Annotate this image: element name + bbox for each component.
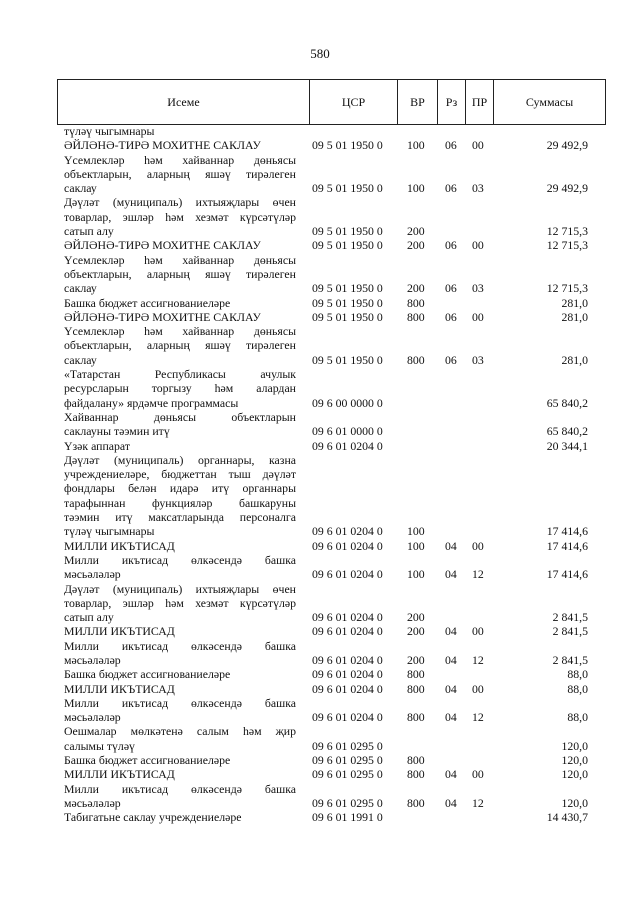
- table-row: [0, 582, 640, 625]
- row-rz: 04: [445, 538, 457, 553]
- row-sum: 12 715,3: [546, 238, 588, 253]
- row-name: [64, 682, 296, 696]
- row-name: [64, 696, 296, 725]
- row-sum: 2 841,5: [552, 653, 588, 667]
- row-name-line: Башка бюджет ассигнованиеләре: [64, 667, 231, 682]
- row-csr: 09 6 01 0204 0: [312, 524, 383, 539]
- table-row: [0, 696, 640, 725]
- table-row: [0, 195, 640, 238]
- row-name: [64, 439, 296, 453]
- header-name: Исеме: [58, 80, 310, 125]
- row-vr: 800: [407, 681, 425, 696]
- row-name: [64, 195, 296, 238]
- row-name-line: сатып алу: [64, 224, 114, 239]
- row-name-line: МИЛЛИ ИКЪТИСАД: [64, 681, 175, 696]
- row-pr: 00: [472, 767, 484, 782]
- row-csr: 09 6 01 0295 0: [312, 753, 383, 768]
- row-csr: 09 5 01 1950 0: [312, 138, 383, 153]
- table-row: [0, 682, 640, 696]
- row-vr: 200: [407, 624, 425, 639]
- row-pr: 00: [472, 309, 484, 324]
- row-csr: 09 6 01 0204 0: [312, 653, 383, 667]
- table-row: [0, 767, 640, 781]
- table-row: [0, 453, 640, 539]
- row-name: [64, 238, 296, 252]
- row-name: [64, 453, 296, 539]
- row-csr: 09 6 01 0204 0: [312, 610, 383, 625]
- table-row: [0, 782, 640, 811]
- row-sum: 12 715,3: [546, 281, 588, 296]
- row-rz: 06: [445, 281, 457, 296]
- row-sum: 29 492,9: [546, 138, 588, 153]
- row-csr: 09 5 01 1950 0: [312, 224, 383, 239]
- row-name: [64, 553, 296, 582]
- row-sum: 281,0: [561, 352, 588, 367]
- table-row: [0, 410, 640, 439]
- row-name-line: МИЛЛИ ИКЪТИСАД: [64, 624, 175, 639]
- row-sum: 20 344,1: [546, 438, 588, 453]
- row-name-line: мәсьәләләр: [64, 653, 121, 667]
- table-row: [0, 810, 640, 824]
- table-row: [0, 439, 640, 453]
- row-pr: 12: [472, 567, 484, 582]
- row-csr: 09 5 01 1950 0: [312, 238, 383, 253]
- table-row: [0, 238, 640, 252]
- row-vr: 800: [407, 795, 425, 810]
- row-name-line: саклау: [64, 281, 97, 296]
- row-vr: 100: [407, 567, 425, 582]
- row-name-line: Милли икътисад өлкәсендә башка: [64, 695, 296, 710]
- table-row: [0, 124, 640, 138]
- row-name-line: тәэмин итү максатларында персоналга: [64, 510, 296, 525]
- row-pr: 00: [472, 681, 484, 696]
- row-name-line: саклау: [64, 352, 97, 367]
- row-csr: 09 5 01 1950 0: [312, 181, 383, 196]
- row-name-line: объектларын, аларның яшәү тирәлеген: [64, 338, 296, 353]
- row-name-line: ӘЙЛӘНӘ-ТИРӘ МОХИТНЕ САКЛАУ: [64, 238, 261, 253]
- row-sum: 2 841,5: [552, 624, 588, 639]
- header-rz: Рз: [438, 80, 466, 125]
- row-name-line: фондлары белән идарә итү органнары: [64, 481, 296, 496]
- header-sum: Суммасы: [494, 80, 606, 125]
- row-rz: 04: [445, 653, 457, 667]
- row-name: [64, 324, 296, 367]
- row-name-line: мәсьәләләр: [64, 567, 121, 582]
- row-sum: 14 430,7: [546, 810, 588, 825]
- row-name: [64, 253, 296, 296]
- row-vr: 800: [407, 710, 425, 725]
- row-name: [64, 667, 296, 681]
- row-pr: 00: [472, 624, 484, 639]
- row-vr: 200: [407, 653, 425, 667]
- row-sum: 17 414,6: [546, 567, 588, 582]
- row-sum: 17 414,6: [546, 538, 588, 553]
- row-name-line: файдалану» ярдәмче программасы: [64, 395, 239, 410]
- row-name-line: мәсьәләләр: [64, 710, 121, 725]
- row-name-line: түләү чыгымнары: [64, 124, 155, 138]
- row-rz: 04: [445, 710, 457, 725]
- row-pr: 12: [472, 795, 484, 810]
- row-name-line: Үсемлекләр һәм хайваннар дөньясы: [64, 152, 296, 167]
- row-sum: 2 841,5: [552, 610, 588, 625]
- row-sum: 281,0: [561, 309, 588, 324]
- row-name-line: Үсемлекләр һәм хайваннар дөньясы: [64, 324, 296, 339]
- table-row: [0, 667, 640, 681]
- row-name: [64, 310, 296, 324]
- row-name: [64, 296, 296, 310]
- row-name-line: түләү чыгымнары: [64, 524, 155, 539]
- row-name-line: ресурсларын торгызу һәм алардан: [64, 381, 296, 396]
- row-rz: 04: [445, 767, 457, 782]
- row-rz: 04: [445, 681, 457, 696]
- row-pr: 00: [472, 538, 484, 553]
- row-csr: 09 5 01 1950 0: [312, 309, 383, 324]
- row-vr: 800: [407, 753, 425, 768]
- row-name-line: Үсемлекләр һәм хайваннар дөньясы: [64, 252, 296, 267]
- row-name: [64, 124, 296, 138]
- row-name-line: салымы түләү: [64, 738, 135, 753]
- row-rz: 06: [445, 181, 457, 196]
- row-name-line: мәсьәләләр: [64, 795, 121, 810]
- row-name-line: ӘЙЛӘНӘ-ТИРӘ МОХИТНЕ САКЛАУ: [64, 309, 261, 324]
- row-name-line: Дәүләт (муниципаль) органнары, казна: [64, 452, 296, 467]
- row-sum: 281,0: [561, 295, 588, 310]
- row-sum: 65 840,2: [546, 395, 588, 410]
- row-sum: 12 715,3: [546, 224, 588, 239]
- row-csr: 09 6 01 0204 0: [312, 438, 383, 453]
- row-vr: 800: [407, 352, 425, 367]
- row-name: [64, 767, 296, 781]
- row-name: [64, 753, 296, 767]
- row-vr: 100: [407, 524, 425, 539]
- row-name: [64, 138, 296, 152]
- row-pr: 03: [472, 281, 484, 296]
- row-rz: 06: [445, 309, 457, 324]
- row-pr: 00: [472, 138, 484, 153]
- row-rz: 04: [445, 624, 457, 639]
- page-number: 580: [310, 46, 330, 61]
- row-name-line: тарафыннан функцияләр башкаруны: [64, 495, 296, 510]
- row-name: [64, 624, 296, 638]
- row-sum: 65 840,2: [546, 424, 588, 439]
- row-csr: 09 6 01 0204 0: [312, 567, 383, 582]
- row-rz: 06: [445, 238, 457, 253]
- row-name-line: Дәүләт (муниципаль) ихтыяҗлары өчен: [64, 195, 296, 210]
- row-name-line: ӘЙЛӘНӘ-ТИРӘ МОХИТНЕ САКЛАУ: [64, 138, 261, 153]
- row-pr: 00: [472, 238, 484, 253]
- row-vr: 200: [407, 281, 425, 296]
- row-name-line: Дәүләт (муниципаль) ихтыяҗлары өчен: [64, 581, 296, 596]
- row-name-line: Башка бюджет ассигнованиеләре: [64, 753, 231, 768]
- row-vr: 200: [407, 610, 425, 625]
- row-vr: 200: [407, 224, 425, 239]
- row-pr: 03: [472, 181, 484, 196]
- row-name-line: товарлар, эшләр һәм хезмәт күрсәтүләр: [64, 595, 296, 610]
- row-name-line: Башка бюджет ассигнованиеләре: [64, 295, 231, 310]
- row-name-line: «Татарстан Республикасы ачулык: [64, 367, 296, 382]
- row-vr: 100: [407, 181, 425, 196]
- table-header: [57, 79, 606, 125]
- row-sum: 29 492,9: [546, 181, 588, 196]
- row-name-line: Табигатьне саклау учреждениеләре: [64, 810, 242, 825]
- row-name: [64, 153, 296, 196]
- table-row: [0, 624, 640, 638]
- row-csr: 09 6 01 0204 0: [312, 681, 383, 696]
- header-pr: ПР: [466, 80, 494, 125]
- row-name: [64, 582, 296, 625]
- row-csr: 09 6 01 0204 0: [312, 710, 383, 725]
- row-name: [64, 782, 296, 811]
- row-sum: 88,0: [567, 667, 588, 682]
- row-vr: 800: [407, 309, 425, 324]
- row-csr: 09 5 01 1950 0: [312, 295, 383, 310]
- row-name: [64, 639, 296, 668]
- row-csr: 09 6 00 0000 0: [312, 395, 383, 410]
- row-vr: 200: [407, 238, 425, 253]
- row-csr: 09 5 01 1950 0: [312, 281, 383, 296]
- row-name-line: МИЛЛИ ИКЪТИСАД: [64, 538, 175, 553]
- row-name-line: объектларын, аларның яшәү тирәлеген: [64, 266, 296, 281]
- table-row: [0, 539, 640, 553]
- row-name-line: Милли икътисад өлкәсендә башка: [64, 638, 296, 653]
- table-row: [0, 138, 640, 152]
- row-name-line: сатып алу: [64, 610, 114, 625]
- header-vr: ВР: [398, 80, 438, 125]
- row-sum: 88,0: [567, 681, 588, 696]
- row-sum: 120,0: [561, 753, 588, 768]
- row-pr: 12: [472, 710, 484, 725]
- table-body: [0, 124, 640, 825]
- row-name: [64, 724, 296, 753]
- row-name-line: объектларын, аларның яшәү тирәлеген: [64, 166, 296, 181]
- table-row: [0, 253, 640, 296]
- row-vr: 100: [407, 538, 425, 553]
- row-csr: 09 6 01 0204 0: [312, 624, 383, 639]
- row-sum: 120,0: [561, 767, 588, 782]
- table-row: [0, 296, 640, 310]
- row-name: [64, 367, 296, 410]
- row-sum: 120,0: [561, 738, 588, 753]
- row-sum: 88,0: [567, 710, 588, 725]
- row-csr: 09 6 01 0295 0: [312, 738, 383, 753]
- row-pr: 03: [472, 352, 484, 367]
- row-vr: 800: [407, 767, 425, 782]
- table-row: [0, 367, 640, 410]
- header-csr: ЦСР: [310, 80, 398, 125]
- table-row: [0, 324, 640, 367]
- row-csr: 09 5 01 1950 0: [312, 352, 383, 367]
- table-row: [0, 553, 640, 582]
- row-name-line: учреждениеләре, бюджеттан тыш дәүләт: [64, 467, 296, 482]
- row-name-line: саклау: [64, 181, 97, 196]
- table-row: [0, 724, 640, 753]
- row-pr: 12: [472, 653, 484, 667]
- row-vr: 100: [407, 138, 425, 153]
- row-sum: 120,0: [561, 795, 588, 810]
- row-csr: 09 6 01 0000 0: [312, 424, 383, 439]
- row-name-line: Хайваннар дөньясы объектларын: [64, 409, 296, 424]
- row-rz: 06: [445, 138, 457, 153]
- table-row: [0, 153, 640, 196]
- row-name: [64, 810, 296, 824]
- row-name-line: Үзәк аппарат: [64, 438, 131, 453]
- row-rz: 04: [445, 795, 457, 810]
- row-sum: 17 414,6: [546, 524, 588, 539]
- row-name-line: МИЛЛИ ИКЪТИСАД: [64, 767, 175, 782]
- table-row: [0, 310, 640, 324]
- row-csr: 09 6 01 0204 0: [312, 538, 383, 553]
- table-row: [0, 753, 640, 767]
- table-row: [0, 639, 640, 668]
- row-name-line: Оешмалар мөлкәтенә салым һәм җир: [64, 724, 296, 739]
- row-name: [64, 539, 296, 553]
- row-rz: 06: [445, 352, 457, 367]
- row-vr: 800: [407, 667, 425, 682]
- row-name: [64, 410, 296, 439]
- row-name-line: саклауны тәэмин итү: [64, 424, 170, 439]
- row-csr: 09 6 01 1991 0: [312, 810, 383, 825]
- row-name-line: товарлар, эшләр һәм хезмәт күрсәтүләр: [64, 209, 296, 224]
- row-csr: 09 6 01 0295 0: [312, 795, 383, 810]
- row-vr: 800: [407, 295, 425, 310]
- row-csr: 09 6 01 0295 0: [312, 767, 383, 782]
- row-csr: 09 6 01 0204 0: [312, 667, 383, 682]
- row-rz: 04: [445, 567, 457, 582]
- row-name-line: Милли икътисад өлкәсендә башка: [64, 552, 296, 567]
- row-name-line: Милли икътисад өлкәсендә башка: [64, 781, 296, 796]
